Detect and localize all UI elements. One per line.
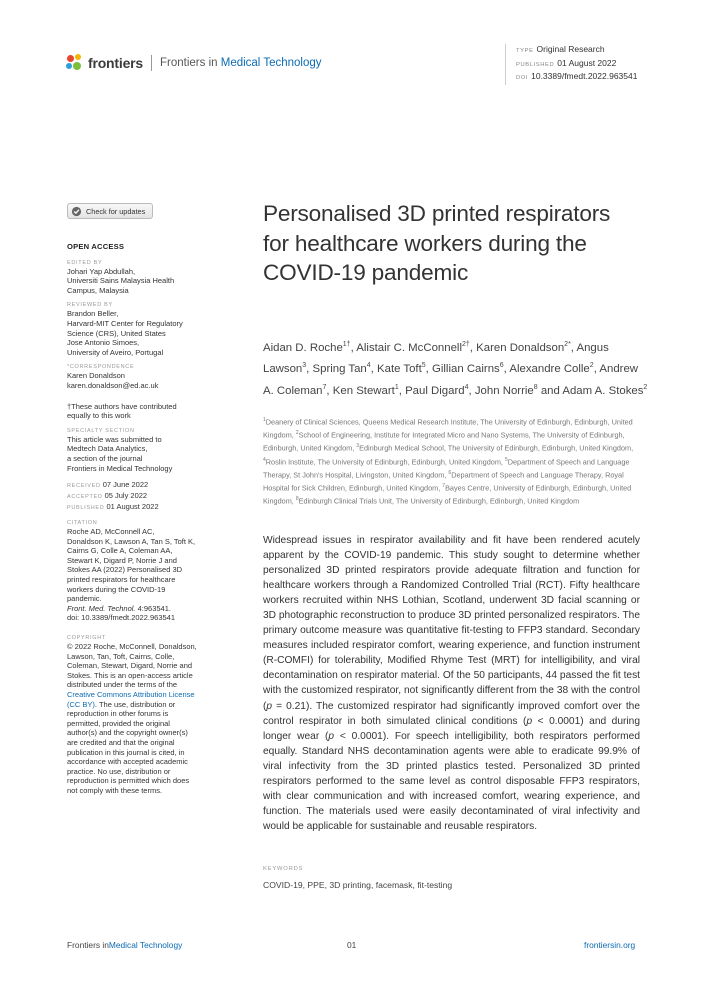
edited-by: Johari Yap Abdullah, Universiti Sains Malaysia Health Campus, Malaysia (67, 266, 175, 295)
published-value: 01 August 2022 (557, 57, 617, 68)
author-affiliation-marker: 6 (499, 362, 504, 370)
reviewed-by: Brandon Beller, Harvard-MIT Center for Regulatory Science (CRS), United States Jose Antonio Simoes, University of Aveiro, Portugal (67, 309, 183, 357)
keywords-label: KEYWORDS (263, 866, 304, 872)
open-access-badge: OPEN ACCESS (67, 242, 125, 251)
author-name[interactable]: Kate Toft (377, 363, 422, 376)
author-name[interactable]: Aidan D. Roche (263, 341, 343, 354)
published-label: PUBLISHED (516, 61, 555, 68)
citation-journal: Front. Med. Technol. (67, 603, 136, 613)
author-name[interactable]: Andrew A. Coleman (263, 363, 639, 397)
logo-divider (151, 55, 152, 71)
affiliation-marker: 2 (295, 430, 299, 437)
specialty-label: SPECIALTY SECTION (67, 427, 135, 434)
copyright-label: COPYRIGHT (67, 635, 106, 642)
abstract-text: Widespread issues in respirator availability and fit have been rendered acutely apparent by the COVID-19 pandemic. This study sought to determine whether personalized 3D printed respirators provide adequate filtration and function for healthcare workers through a Randomized Controlled Trial (RCT). Fifty healthcare workers recruited within NHS Lothian, Scotland, underwent 3D facial scanning or 3D photographic reconstruction to produce 3D printed personalized respirators. The primary outcome measure was quantitative fit-testing to FFP3 standard. Secondary measures included respirator comfort, wearing experience, and function instrument (R-COMFI) for tolerability, Modified Rhyme Test (MRT) for intelligibility, and viral decontamination on respirator material. Of the 50 participants, 44 passed the fit test with the customized respirator, not significantly different from the 38 with the control ( (263, 535, 640, 712)
published-date: 01 August 2022 (106, 502, 159, 512)
author-affiliation-marker: 2 (643, 383, 648, 391)
affiliation-marker: 4 (263, 456, 266, 463)
footer-journal[interactable]: Frontiers inMedical Technology (67, 940, 183, 950)
article-dates (67, 480, 217, 513)
cc-license-link[interactable]: Creative Commons Attribution License (CC BY) (67, 690, 195, 709)
author-affiliation-marker: 2* (564, 341, 571, 348)
edited-by-label: EDITED BY (67, 259, 103, 266)
received-label: RECEIVED (67, 483, 101, 490)
author-affiliation-marker: 2 (589, 362, 594, 370)
affiliation-item: Edinburgh Clinical Trials Unit, The University of Edinburgh, Edinburgh, United Kingdom (298, 496, 580, 506)
affiliations (263, 415, 648, 508)
affiliation-item: Edinburgh Medical School, The University of Edinburgh, Edinburgh, United Kingdom, (359, 443, 634, 453)
abstract-text: = 0.21). The customized respirator had significantly improved comfort over the control respirator in both simulated clinical conditions ( (263, 700, 640, 727)
citation-doi: doi: 10.3389/fmedt.2022.963541 (67, 613, 176, 623)
page-number: 01 (347, 940, 357, 950)
author-name[interactable]: Angus Lawson (263, 341, 609, 376)
author-name[interactable]: Ken Stewart (332, 384, 395, 397)
author-list: Aidan D. Roche$^{1\dagger}$, Alistair C. McConnell$^{2\dagger}$, Karen Donaldson$^{2*}$, Angus Lawson$^3$, Spring Tan$^4$, Kate Toft$^5$, Gillian Cairns$^6$, Alexandre Colle$^2$, Andrew A. Coleman$^7$, Ken Stewart$^1$, Paul Digard$^4$, John Norrie$^8$ and Adam A. Stokes$^2$ (263, 341, 648, 397)
accepted-date: 05 July 2022 (104, 491, 148, 501)
journal-logo[interactable] (66, 54, 322, 72)
correspondence-label: *CORRESPONDENCE (67, 364, 135, 371)
author-name[interactable]: Alexandre Colle (509, 363, 590, 376)
journal-name: Frontiers in Medical Technology (160, 57, 322, 69)
article-title: Personalised 3D printed respirators for healthcare workers during the COVID-19 pandemic (263, 201, 611, 285)
doi-value[interactable]: 10.3389/fmedt.2022.963541 (531, 71, 638, 81)
author-name[interactable]: Karen Donaldson (476, 341, 565, 354)
affiliation-item: Deanery of Clinical Sciences, Queens Medical Research Institute, The University of Edinburgh, Edinburgh, United Kingdom, (263, 417, 633, 440)
author-affiliation-marker: 4 (366, 362, 371, 370)
affiliation-item: Department of Speech and Language Therapy, St John's Hospital, Livingston, United Kingdom, (263, 457, 630, 480)
author-name[interactable]: Alistair C. McConnell (356, 341, 462, 354)
citation-id: 4:963541. (135, 603, 171, 613)
author-affiliation-marker: 1† (342, 341, 351, 348)
author-affiliation-marker: 2† (462, 341, 470, 348)
type-value: Original Research (536, 44, 605, 54)
article-meta (505, 44, 637, 85)
correspondence[interactable]: Karen Donaldson karen.donaldson@ed.ac.uk (67, 371, 159, 390)
affiliation-marker: 5 (504, 456, 508, 463)
check-for-updates-label: Check for updates (86, 206, 146, 216)
type-label: TYPE (516, 48, 534, 54)
published-date-label: PUBLISHED (67, 505, 105, 512)
author-name[interactable]: Spring Tan (312, 363, 367, 376)
affiliation-marker: 6 (448, 469, 452, 476)
author-affiliation-marker: 1 (394, 383, 399, 391)
citation-label: CITATION (67, 520, 98, 527)
stat-symbol: p (526, 715, 533, 727)
affiliation-item: Bayes Centre, University of Edinburgh, Edinburgh, United Kingdom, (263, 483, 632, 506)
brand-name: frontiers (88, 55, 143, 71)
copyright: © 2022 Roche, McConnell, Donaldson, Lawson, Tan, Toft, Cairns, Colle, Coleman, Stewart, Digard, Norrie and Stokes. This is an open-access article distributed under the terms of the Creative Commons Attribution License (CC BY). The use, distribution or reproduction in other forums is permitted, provided the original author(s) and the copyright owner(s) are credited and that the original publication in this journal is cited, in accordance with accepted academic practice. No use, distribution or reproduction is permitted which does not comply with these terms. (67, 642, 197, 795)
check-for-updates-button[interactable] (67, 203, 153, 219)
accepted-label: ACCEPTED (67, 494, 103, 501)
abstract-text: < 0.0001) and during longer wear ( (263, 715, 640, 742)
affiliation-marker: 1 (263, 417, 266, 423)
author-affiliation-marker: 5 (421, 362, 426, 370)
affiliation-marker: 8 (295, 496, 299, 503)
affiliation-marker: 3 (356, 443, 360, 450)
author-affiliation-marker: 4 (464, 383, 469, 391)
equal-contribution-note: †These authors have contributed equally to this work (67, 401, 177, 421)
affiliation-item: Roslin Institute, The University of Edinburgh, Edinburgh, United Kingdom, (265, 457, 505, 467)
sidebar (67, 242, 217, 796)
received-date: 07 June 2022 (102, 480, 149, 490)
author-name[interactable]: Adam A. Stokes (562, 384, 644, 397)
keywords: COVID-19, PPE, 3D printing, facemask, fit-testing (263, 880, 453, 890)
stat-symbol: p (266, 700, 273, 712)
specialty-section: This article was submitted to Medtech Data Analytics, a section of the journal Frontiers in Medical Technology (67, 434, 173, 473)
reviewed-by-label: REVIEWED BY (67, 302, 113, 309)
frontiers-logo-icon (66, 54, 84, 72)
affiliation-item: Department of Speech and Language Therapy, Royal Hospital for Sick Children, Edinburgh, United Kingdom, (263, 470, 624, 493)
doi-label: DOI (516, 75, 529, 81)
refresh-icon (71, 206, 82, 217)
affiliation-item: School of Engineering, Institute for Integrated Micro and Nano Systems, The University of Edinburgh, Edinburgh, United Kingdom, (263, 430, 625, 453)
author-affiliation-marker: 8 (533, 383, 538, 391)
stat-symbol: p (328, 730, 335, 742)
author-affiliation-marker: 3 (302, 362, 307, 370)
author-name[interactable]: Paul Digard (405, 384, 465, 397)
abstract (263, 533, 640, 834)
abstract-text: < 0.0001). For speech intelligibility, both respirators performed equally. Standard NHS decontamination agents were able to eradicate 99.9% of viral infectivity from the 3D printed plastics tested. Personalized 3D printed respirators performed to the same level as control disposable FFP3 respirators, with clear communication and with increased comfort, wearing experience, and function. The materials used were easily decontaminated of viral infectivity and would be applicable for sustainable and reusable respirators. (263, 730, 640, 832)
author-name[interactable]: John Norrie (474, 384, 534, 397)
author-affiliation-marker: 7 (322, 383, 327, 391)
citation: Roche AD, McConnell AC, Donaldson K, Lawson A, Tan S, Toft K, Cairns G, Colle A, Coleman AA, Stewart K, Digard P, Norrie J and Stokes AA (2022) Personalised 3D printed respirators for healthcare workers during the COVID-19 pandemic. Front. Med. Technol. 4:963541. doi: 10.3389/fmedt.2022.963541 (67, 527, 196, 623)
affiliation-marker: 7 (442, 483, 446, 490)
author-name[interactable]: Gillian Cairns (432, 363, 500, 376)
footer-site-link[interactable]: frontiersin.org (584, 940, 636, 950)
